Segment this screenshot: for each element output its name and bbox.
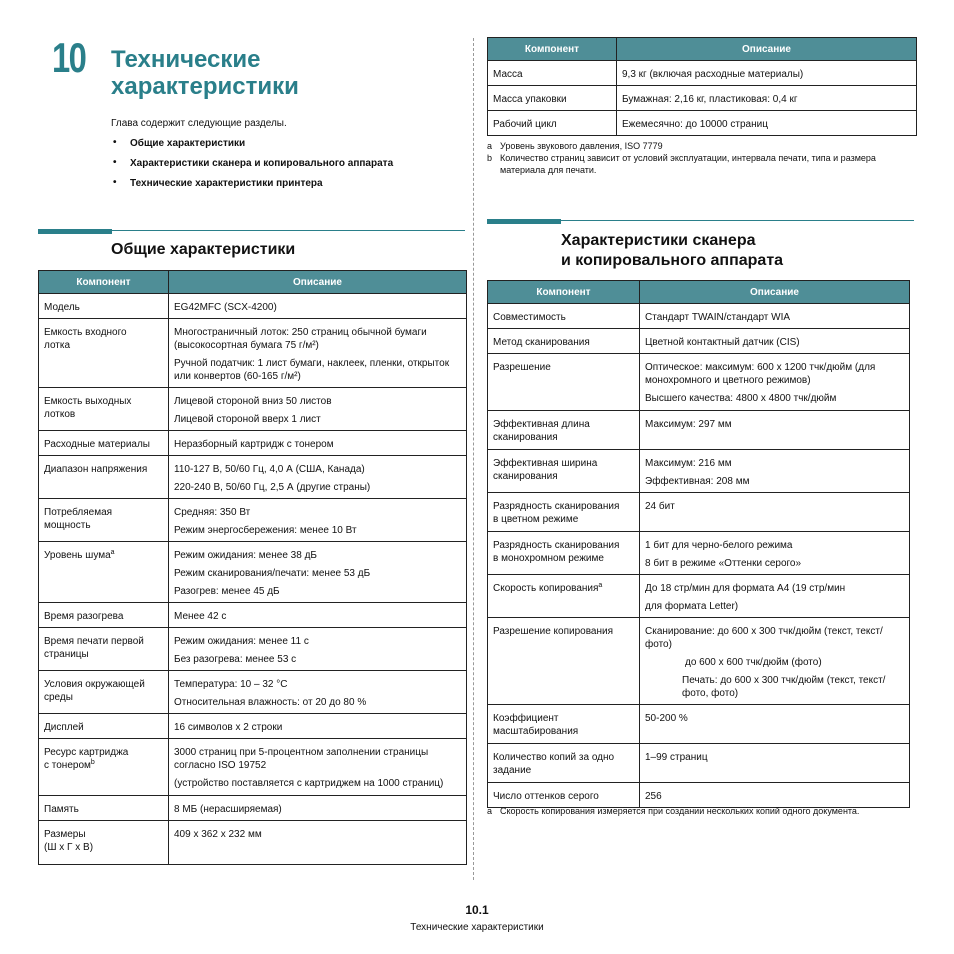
cell-description bbox=[640, 304, 910, 329]
table-row bbox=[39, 388, 467, 431]
cell-component bbox=[488, 575, 640, 618]
cell-description bbox=[640, 354, 910, 411]
description-text: Лицевой стороной вверх 1 лист bbox=[174, 414, 321, 425]
column-header-component: Компонент bbox=[488, 38, 617, 61]
section-rule-scanner bbox=[487, 219, 914, 224]
cell-description bbox=[169, 821, 467, 865]
cell-description bbox=[169, 628, 467, 671]
component-text: с тонером bbox=[44, 760, 91, 771]
description-text: Режим ожидания: менее 38 дБ bbox=[174, 550, 317, 561]
footnote-text: Уровень звукового давления, ISO 7779 bbox=[500, 141, 663, 151]
description-text: Стандарт TWAIN/стандарт WIA bbox=[645, 312, 791, 323]
table-row bbox=[39, 431, 467, 456]
description-text: 409 x 362 x 232 мм bbox=[174, 829, 262, 840]
column-header-description: Описание bbox=[617, 38, 917, 61]
description-text: 16 символов x 2 строки bbox=[174, 722, 283, 733]
table-row bbox=[39, 542, 467, 603]
footnotes-general bbox=[487, 140, 917, 176]
component-text: Число оттенков серого bbox=[493, 791, 599, 802]
cell-component bbox=[39, 431, 169, 456]
component-text: Разрешение копирования bbox=[493, 626, 613, 637]
cell-description bbox=[640, 329, 910, 354]
chapter-number: 10 bbox=[52, 34, 86, 81]
description-text: До 18 стр/мин для формата A4 (19 стр/мин bbox=[645, 583, 846, 594]
table-row bbox=[39, 456, 467, 499]
section-rule-general bbox=[38, 229, 465, 234]
component-text: Диапазон напряжения bbox=[44, 464, 148, 475]
table-row bbox=[39, 671, 467, 714]
component-text: Скорость копирования bbox=[493, 583, 599, 594]
component-text: Память bbox=[44, 804, 79, 815]
cell-description bbox=[617, 86, 917, 111]
cell-description bbox=[640, 450, 910, 493]
description-text: Лицевой стороной вниз 50 листов bbox=[174, 396, 332, 407]
table-row bbox=[488, 705, 910, 744]
table-row bbox=[488, 450, 910, 493]
component-text: Дисплей bbox=[44, 722, 84, 733]
chapter-title bbox=[111, 46, 299, 100]
component-text: в цветном режиме bbox=[493, 514, 579, 525]
table-row bbox=[488, 493, 910, 532]
footnote bbox=[487, 152, 917, 176]
cell-description bbox=[169, 739, 467, 796]
component-text: Разрядность сканирования bbox=[493, 501, 620, 512]
description-text: Ежемесячно: до 10000 страниц bbox=[622, 119, 768, 130]
cell-component bbox=[488, 61, 617, 86]
component-text: Ресурс картриджа bbox=[44, 747, 129, 758]
description-text: 220-240 В, 50/60 Гц, 2,5 А (другие страны) bbox=[174, 482, 371, 493]
component-text: Эффективная длина bbox=[493, 419, 590, 430]
cell-component bbox=[488, 86, 617, 111]
table-row bbox=[488, 354, 910, 411]
component-text: Эффективная ширина bbox=[493, 458, 598, 469]
cell-description bbox=[169, 431, 467, 456]
description-text: 256 bbox=[645, 791, 662, 802]
section-title-scanner-line1: Характеристики сканера bbox=[561, 232, 756, 249]
chapter-toc bbox=[113, 138, 393, 198]
cell-component bbox=[488, 744, 640, 783]
cell-description bbox=[640, 618, 910, 705]
cell-description bbox=[169, 714, 467, 739]
description-text: 9,3 кг (включая расходные материалы) bbox=[622, 69, 804, 80]
cell-component bbox=[488, 354, 640, 411]
cell-description bbox=[617, 111, 917, 136]
description-text: 50-200 % bbox=[645, 713, 688, 724]
cell-component bbox=[39, 714, 169, 739]
table-row bbox=[488, 329, 910, 354]
page-number: 10.1 bbox=[465, 903, 489, 917]
cell-component bbox=[39, 499, 169, 542]
component-text: Условия окружающей bbox=[44, 679, 145, 690]
section-title-general: Общие характеристики bbox=[111, 241, 296, 258]
section-title-scanner-line2: и копировального аппарата bbox=[561, 252, 784, 269]
cell-description bbox=[640, 575, 910, 618]
description-text: Цветной контактный датчик (CIS) bbox=[645, 337, 800, 348]
cell-description bbox=[169, 796, 467, 821]
description-text: для формата Letter) bbox=[645, 601, 739, 612]
cell-component bbox=[488, 111, 617, 136]
table-row bbox=[488, 61, 917, 86]
description-text: Режим ожидания: менее 11 с bbox=[174, 636, 309, 647]
cell-description bbox=[169, 319, 467, 388]
cell-component bbox=[39, 456, 169, 499]
table-row bbox=[488, 532, 910, 575]
description-text: до 600 x 600 тчк/дюйм (фото) bbox=[685, 657, 822, 668]
table-row bbox=[39, 714, 467, 739]
cell-description bbox=[169, 294, 467, 319]
description-text: Максимум: 297 мм bbox=[645, 419, 732, 430]
component-text: лотка bbox=[44, 340, 71, 351]
table-row bbox=[488, 304, 910, 329]
component-text: Коэффициент bbox=[493, 713, 559, 724]
table-row bbox=[39, 499, 467, 542]
component-text: мощность bbox=[44, 520, 91, 531]
cell-description bbox=[640, 705, 910, 744]
cell-component bbox=[39, 796, 169, 821]
description-text: Неразборный картридж с тонером bbox=[174, 439, 334, 450]
footnote-mark: b bbox=[487, 153, 493, 163]
cell-component bbox=[39, 739, 169, 796]
table-row bbox=[39, 739, 467, 796]
component-text: Время разогрева bbox=[44, 611, 124, 622]
footnote-text: Количество страниц зависит от условий эксплуатации, интервала печати, типа и размера материала для печати. bbox=[500, 153, 876, 175]
table-row bbox=[488, 783, 910, 808]
cell-description bbox=[640, 744, 910, 783]
cell-component bbox=[488, 783, 640, 808]
footnote-mark: a bbox=[487, 141, 493, 151]
table-row bbox=[488, 575, 910, 618]
table-row bbox=[488, 411, 910, 450]
cell-component bbox=[488, 493, 640, 532]
cell-component bbox=[488, 329, 640, 354]
description-text: Эффективная: 208 мм bbox=[645, 476, 750, 487]
cell-component bbox=[488, 304, 640, 329]
table-row bbox=[39, 796, 467, 821]
cell-description bbox=[640, 411, 910, 450]
component-text: лотков bbox=[44, 409, 76, 420]
cell-component bbox=[488, 411, 640, 450]
chapter-intro: Глава содержит следующие разделы. bbox=[111, 118, 287, 129]
cell-component bbox=[488, 618, 640, 705]
component-text: Метод сканирования bbox=[493, 337, 590, 348]
column-header-description: Описание bbox=[169, 271, 467, 294]
component-text: Разрешение bbox=[493, 362, 551, 373]
cell-component bbox=[39, 388, 169, 431]
component-text: Совместимость bbox=[493, 312, 566, 323]
description-text: Сканирование: до 600 x 300 тчк/дюйм (текст, текст/фото) bbox=[645, 626, 883, 650]
description-text: 1 бит для черно-белого режима bbox=[645, 540, 793, 551]
component-text: Емкость выходных bbox=[44, 396, 132, 407]
scanner-specs-table bbox=[487, 280, 910, 808]
table-row bbox=[488, 86, 917, 111]
cell-description bbox=[169, 542, 467, 603]
cell-description bbox=[169, 456, 467, 499]
component-text: Масса bbox=[493, 69, 523, 80]
cell-description bbox=[617, 61, 917, 86]
footnotes-scanner bbox=[487, 805, 917, 817]
cell-description bbox=[169, 388, 467, 431]
cell-component bbox=[488, 705, 640, 744]
table-row bbox=[39, 294, 467, 319]
description-text: 110-127 В, 50/60 Гц, 4,0 А (США, Канада) bbox=[174, 464, 365, 475]
description-text: Бумажная: 2,16 кг, пластиковая: 0,4 кг bbox=[622, 94, 798, 105]
component-text: Уровень шума bbox=[44, 550, 111, 561]
cell-description bbox=[169, 671, 467, 714]
cell-description bbox=[640, 532, 910, 575]
component-text: Расходные материалы bbox=[44, 439, 150, 450]
component-text: (Ш x Г x В) bbox=[44, 842, 94, 853]
footnote-marker: a bbox=[598, 582, 603, 589]
description-text: 1–99 страниц bbox=[645, 752, 708, 763]
description-text: Менее 42 с bbox=[174, 611, 227, 622]
table-row bbox=[39, 319, 467, 388]
cell-description bbox=[169, 603, 467, 628]
component-text: Модель bbox=[44, 302, 80, 313]
description-text: 24 бит bbox=[645, 501, 675, 512]
table-row bbox=[488, 618, 910, 705]
toc-item-printer[interactable]: • Технические характеристики принтера bbox=[113, 178, 393, 198]
column-header-component: Компонент bbox=[39, 271, 169, 294]
description-text: Температура: 10 – 32 °C bbox=[174, 679, 288, 690]
description-text: Высшего качества: 4800 x 4800 тчк/дюйм bbox=[645, 393, 837, 404]
table-row bbox=[39, 628, 467, 671]
component-text: Разрядность сканирования bbox=[493, 540, 620, 551]
description-text: Режим сканирования/печати: менее 53 дБ bbox=[174, 568, 371, 579]
description-text: Максимум: 216 мм bbox=[645, 458, 732, 469]
column-header-component: Компонент bbox=[488, 281, 640, 304]
component-text: сканирования bbox=[493, 471, 558, 482]
description-text: (устройство поставляется с картриджем на 1000 страниц) bbox=[174, 778, 444, 789]
cell-component bbox=[39, 628, 169, 671]
cell-component bbox=[39, 671, 169, 714]
section-title-scanner bbox=[561, 231, 783, 271]
chapter-title-line1: Технические bbox=[111, 46, 261, 73]
general-specs-table bbox=[38, 270, 467, 865]
component-text: задание bbox=[493, 765, 532, 776]
description-text: Оптическое: максимум: 600 x 1200 тчк/дюйм (для монохромного и цветного режимов) bbox=[645, 362, 876, 386]
footnote-text: Скорость копирования измеряется при создании нескольких копий одного документа. bbox=[500, 806, 860, 816]
component-text: Количество копий за одно bbox=[493, 752, 615, 763]
description-text: Разогрев: менее 45 дБ bbox=[174, 586, 280, 597]
chapter-title-line2: характеристики bbox=[111, 73, 299, 100]
page-footer-title: Технические характеристики bbox=[410, 922, 544, 933]
component-text: Масса упаковки bbox=[493, 94, 567, 105]
component-text: масштабирования bbox=[493, 726, 579, 737]
description-text: EG42MFC (SCX-4200) bbox=[174, 302, 277, 313]
cell-component bbox=[39, 603, 169, 628]
description-text: Относительная влажность: от 20 до 80 % bbox=[174, 697, 367, 708]
description-text: 8 бит в режиме «Оттенки серого» bbox=[645, 558, 802, 569]
cell-component bbox=[39, 542, 169, 603]
description-text: 8 МБ (нерасширяемая) bbox=[174, 804, 282, 815]
component-text: среды bbox=[44, 692, 73, 703]
component-text: в монохромном режиме bbox=[493, 553, 604, 564]
description-text: Без разогрева: менее 53 с bbox=[174, 654, 297, 665]
cell-component bbox=[488, 532, 640, 575]
component-text: Размеры bbox=[44, 829, 86, 840]
general-specs-table-continued bbox=[487, 37, 917, 136]
component-text: Емкость входного bbox=[44, 327, 127, 338]
cell-component bbox=[39, 294, 169, 319]
footnote bbox=[487, 140, 917, 152]
component-text: Рабочий цикл bbox=[493, 119, 557, 130]
cell-description bbox=[640, 783, 910, 808]
footnote bbox=[487, 805, 917, 817]
cell-description bbox=[169, 499, 467, 542]
footnote-mark: a bbox=[487, 806, 493, 816]
description-text: Ручной податчик: 1 лист бумаги, наклеек, пленки, открыток или конвертов (60-165 г/м²) bbox=[174, 358, 450, 382]
description-text: Режим энергосбережения: менее 10 Вт bbox=[174, 525, 357, 536]
toc-item-general[interactable]: • Общие характеристики bbox=[113, 138, 393, 158]
component-text: Время печати первой bbox=[44, 636, 144, 647]
footnote-marker: b bbox=[90, 759, 95, 766]
footnote-marker: a bbox=[110, 549, 115, 556]
component-text: сканирования bbox=[493, 432, 558, 443]
description-text: 3000 страниц при 5-процентном заполнении страницы согласно ISO 19752 bbox=[174, 747, 429, 771]
description-text: Печать: до 600 x 300 тчк/дюйм (текст, текст/фото, фото) bbox=[682, 675, 886, 699]
cell-component bbox=[488, 450, 640, 493]
column-header-description: Описание bbox=[640, 281, 910, 304]
column-divider bbox=[473, 38, 474, 880]
toc-item-scanner[interactable]: • Характеристики сканера и копировального аппарата bbox=[113, 158, 393, 178]
table-row bbox=[488, 744, 910, 783]
table-row bbox=[39, 603, 467, 628]
component-text: Потребляемая bbox=[44, 507, 113, 518]
component-text: страницы bbox=[44, 649, 89, 660]
cell-component bbox=[39, 319, 169, 388]
table-row bbox=[39, 821, 467, 865]
description-text: Средняя: 350 Вт bbox=[174, 507, 251, 518]
cell-component bbox=[39, 821, 169, 865]
cell-description bbox=[640, 493, 910, 532]
table-row bbox=[488, 111, 917, 136]
description-text: Многостраничный лоток: 250 страниц обычной бумаги (высокосортная бумага 75 г/м²) bbox=[174, 327, 427, 351]
